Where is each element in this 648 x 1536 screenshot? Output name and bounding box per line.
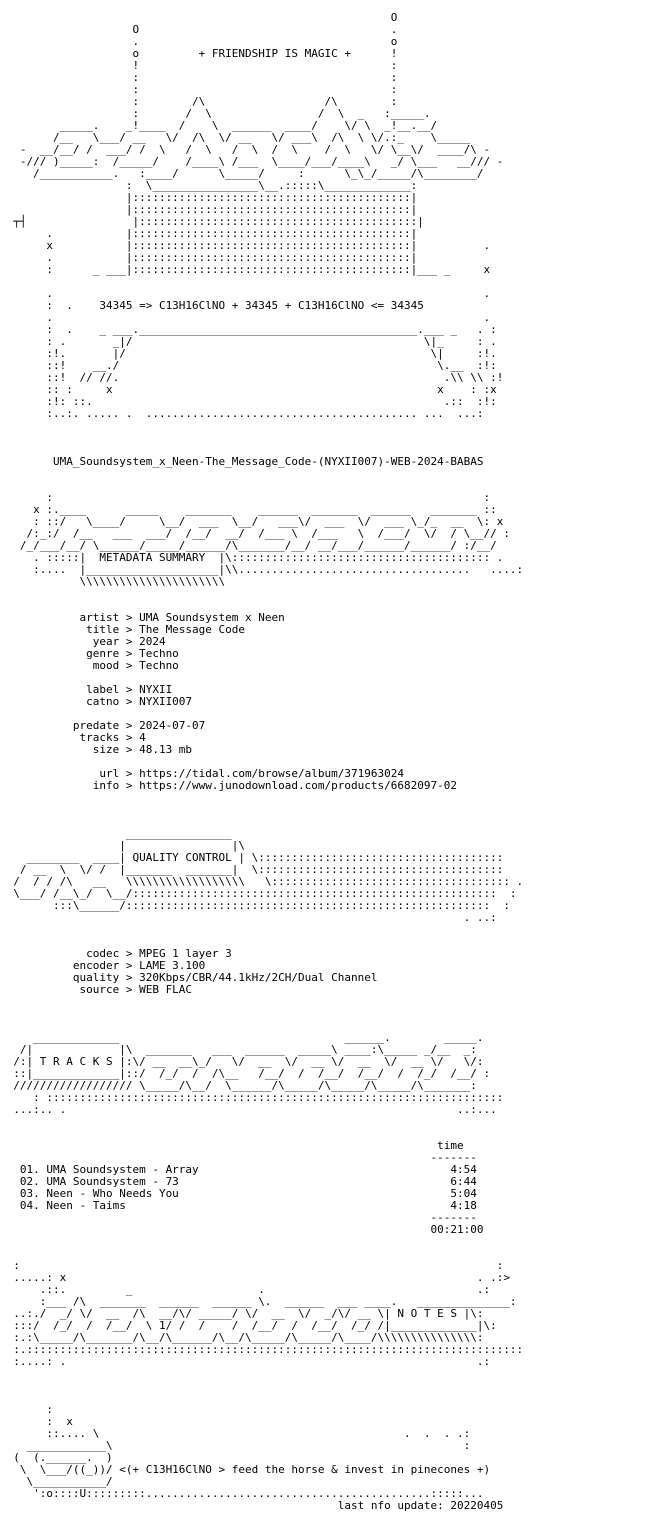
section-banner-line: :::\______/::::::::::::::::::::::::::::::::::::::::::::::::::::::: : bbox=[0, 899, 524, 912]
ascii-art-line: . |::::::::::::::::::::::::::::::::::::::::::| bbox=[0, 227, 517, 240]
section-banner-line: \___/ /__\_/ \__/::::::::::::::::::::::::::::::::::::::::::::::::::::::: : bbox=[0, 887, 530, 900]
ascii-art-line: :!: ::. .:: :!: bbox=[0, 395, 517, 408]
section-banner-line: . ..: bbox=[0, 911, 510, 924]
section-banner-line: .....: x . .:> bbox=[0, 1271, 510, 1284]
footer-art-line: ':o::::U:::::::::...........................................:::::... bbox=[0, 1487, 510, 1500]
footer-art-line: ( (.______. ) bbox=[0, 1451, 517, 1464]
metadata-url: url > https://tidal.com/browse/album/371963024 bbox=[0, 767, 517, 780]
footer-art-line: : x bbox=[0, 1415, 517, 1428]
section-banner-line: / __ \ \/ / |_______ _______| \::::::::::::::::::::::::::::::::::::: bbox=[0, 863, 517, 876]
metadata-title: title > The Message Code bbox=[0, 623, 517, 636]
tracklist-divider: ------- bbox=[0, 1151, 517, 1164]
section-banner-line: :::/ /_/ / /__/ \ 1/ / / / /__/ / /__/ /_/ /|_____________|\: bbox=[0, 1319, 497, 1332]
metadata-year: year > 2024 bbox=[0, 635, 517, 648]
footer-art-line: ____________\ : bbox=[0, 1439, 517, 1452]
section-title-notes: ..:./ _/ \/ __ /\ __/\/ _____/ \/ __ \/ _/\/ __ \| N O T E S |\: bbox=[0, 1307, 484, 1320]
section-banner-line: / / / /\ __ \\\\\\\\\\\\\\\\\\ \:::::::::::::::::::::::::::::::::::: . bbox=[0, 875, 530, 888]
section-banner-line: : : bbox=[0, 1259, 517, 1272]
section-banner-line: ________________ bbox=[0, 827, 517, 840]
ascii-art-line: :..:. ..... . ......................................... ... ...: bbox=[0, 407, 504, 420]
nfo-line: O bbox=[0, 11, 517, 24]
quality-quality: quality > 320Kbps/CBR/44.1kHz/2CH/Dual Channel bbox=[0, 971, 517, 984]
ascii-art-line: : . _ ___.__________________________________________.___ _ . : bbox=[0, 323, 517, 336]
section-banner-line: :.... |____________________|\\................................... ....: bbox=[0, 563, 537, 576]
ascii-art-line: . . bbox=[0, 311, 517, 324]
section-banner-line: _____________ ______. _____. bbox=[0, 1031, 510, 1044]
section-banner-line: x :.____ _____ _______ ______ _______ ______ _______ :: bbox=[0, 503, 517, 516]
section-banner-line: /:_:/ /__ ___ ___/ /__/ __/ /___ \ /___ \ /___/ \/ / \__// : bbox=[0, 527, 517, 540]
section-banner-line: :....: . .: bbox=[0, 1355, 504, 1368]
tracklist-total: 00:21:00 bbox=[0, 1223, 517, 1236]
quality-encoder: encoder > LAME 3.100 bbox=[0, 959, 517, 972]
section-banner-line: \\\\\\\\\\\\\\\\\\\\\\ bbox=[0, 575, 457, 588]
ascii-art-line: : _ ___|::::::::::::::::::::::::::::::::::::::::::|___ _ x bbox=[0, 263, 517, 276]
track-row: 03. Neen - Who Needs You 5:04 bbox=[0, 1187, 517, 1200]
section-banner-line: ...:.. . ..:... bbox=[0, 1103, 517, 1116]
metadata-predate: predate > 2024-07-07 bbox=[0, 719, 517, 732]
section-banner-line: ////////////////// \_____/\__/ \______/\_____/\_____/\_____/\_______: bbox=[0, 1079, 491, 1092]
ascii-logo-line: : /\ /\ : bbox=[0, 95, 517, 108]
footer-message: \ \___/((_))/ <(+ C13H16ClNO > feed the horse & invest in pinecones +) bbox=[0, 1463, 517, 1476]
section-title-quality: ________ ____| QUALITY CONTROL | \::::::::::::::::::::::::::::::::::::: bbox=[0, 851, 517, 864]
footer-art-line: : bbox=[0, 1403, 517, 1416]
nfo-line: : : bbox=[0, 83, 517, 96]
release-name: UMA_Soundsystem_x_Neen-The_Message_Code-(NYXII007)-WEB-2024-BABAS bbox=[0, 455, 517, 468]
section-banner-line: /_/___/__/ \______/_____/______/\_______/__/ __/___/______/______/ :/__/ bbox=[0, 539, 517, 552]
section-banner-line: :.:\_____/\_______/\__/\______/\__/\_____/\_____/\____/\\\\\\\\\\\\\\\: bbox=[0, 1331, 484, 1344]
nfo-line: : : bbox=[0, 71, 517, 84]
nfo-header-tagline: o + FRIENDSHIP IS MAGIC + ! bbox=[0, 47, 517, 60]
section-banner-line: :___ /\ _______ ______ ______ \. ______ ___ ____. ______________: bbox=[0, 1295, 517, 1308]
ascii-art-line: ::! // //. .\\ \\ :! bbox=[0, 371, 524, 384]
section-title-metadata: . :::::| METADATA SUMMARY |\::::::::::::::::::::::::::::::::::::::: . bbox=[0, 551, 517, 564]
footer-art-line: ::.... \ . . . .: bbox=[0, 1427, 524, 1440]
section-banner-line: /| |\ _______ ___ ______ _____\ ____:\_____ _/__ _: bbox=[0, 1043, 504, 1056]
nfo-line: . o bbox=[0, 35, 517, 48]
section-title-tracks: /:| T R A C K S |:\/ __ __\_/ \/ __ \/ __ \/ __ \/ __ \/ \/: bbox=[0, 1055, 510, 1068]
ascii-logo-line: : / \ / \ _ :_____. bbox=[0, 107, 510, 120]
metadata-mood: mood > Techno bbox=[0, 659, 517, 672]
section-banner-line: .::. _ . .: bbox=[0, 1283, 504, 1296]
ascii-art-line: . |::::::::::::::::::::::::::::::::::::::::::| bbox=[0, 251, 517, 264]
ascii-logo-line: /__ \___/ __ \/ /\ \/ __ \/ ___\ /\ \ \/.:_ \_____ bbox=[0, 131, 510, 144]
section-banner-line: : : bbox=[0, 491, 517, 504]
track-row: 01. UMA Soundsystem - Array 4:54 bbox=[0, 1163, 517, 1176]
section-banner-line: ::|_____________|::/ /_/ / /\__ /__/ / /__/ /__/ / /_/ /__/ : bbox=[0, 1067, 497, 1080]
ascii-logo-line: _____. _!____ / \ ______ ____/ \/ \ _!__.__/ bbox=[0, 119, 517, 132]
ascii-art-line: ::! __./ \.__ :!: bbox=[0, 359, 517, 372]
ascii-art-line: |::::::::::::::::::::::::::::::::::::::::::| bbox=[0, 191, 510, 204]
footer-art-line: \___________/ bbox=[0, 1475, 517, 1488]
formula-line: : . 34345 => C13H16ClNO + 34345 + C13H16ClNO <= 34345 bbox=[0, 299, 510, 312]
metadata-tracks: tracks > 4 bbox=[0, 731, 517, 744]
metadata-label: label > NYXII bbox=[0, 683, 517, 696]
ascii-logo-line: /___________. :____/ \_____/ : \_\_/_____/\________/ bbox=[0, 167, 524, 180]
section-banner-line: :.::::::::::::::::::::::::::::::::::::::::::::::::::::::::::::::::::::::::::: bbox=[0, 1343, 524, 1356]
metadata-info: info > https://www.junodownload.com/products/6682097-02 bbox=[0, 779, 517, 792]
ascii-art-line: x |::::::::::::::::::::::::::::::::::::::::::| . bbox=[0, 239, 517, 252]
tracklist-header: time bbox=[0, 1139, 517, 1152]
track-row: 04. Neen - Taims 4:18 bbox=[0, 1199, 517, 1212]
ascii-logo-line: : \________________\__.:::::\_____________: bbox=[0, 179, 510, 192]
last-update: last nfo update: 20220405 bbox=[0, 1499, 517, 1512]
section-banner-line: : ::/ \____/ \__/ ___ \__/ ___\/ ___ \/ ___ \_/_ __ \: x bbox=[0, 515, 517, 528]
quality-codec: codec > MPEG 1 layer 3 bbox=[0, 947, 517, 960]
section-banner-line: : ::::::::::::::::::::::::::::::::::::::::::::::::::::::::::::::::::::: bbox=[0, 1091, 517, 1104]
ascii-art-line: ┬┤ |::::::::::::::::::::::::::::::::::::::::::| bbox=[0, 215, 517, 228]
ascii-logo-line: -/// )_____: /_____/ /____\ /___ \____/___/____\ _/ \___ __/// - bbox=[0, 155, 517, 168]
metadata-artist: artist > UMA Soundsystem x Neen bbox=[0, 611, 517, 624]
track-row: 02. UMA Soundsystem - 73 6:44 bbox=[0, 1175, 517, 1188]
tracklist-divider: ------- bbox=[0, 1211, 517, 1224]
metadata-catno: catno > NYXII007 bbox=[0, 695, 517, 708]
ascii-art-line: . . bbox=[0, 287, 517, 300]
metadata-genre: genre > Techno bbox=[0, 647, 517, 660]
section-banner-line: | |\ bbox=[0, 839, 517, 852]
ascii-art-line: :: : x x : :x bbox=[0, 383, 517, 396]
nfo-line: O . bbox=[0, 23, 517, 36]
nfo-line: ! : bbox=[0, 59, 517, 72]
metadata-size: size > 48.13 mb bbox=[0, 743, 517, 756]
ascii-logo-line: - __/__/ / ___/ / \ / \ / \ / \ / \ \/ \__\/ ____/\ - bbox=[0, 143, 497, 156]
quality-source: source > WEB FLAC bbox=[0, 983, 517, 996]
ascii-art-line: : . _|/ \|_ : . bbox=[0, 335, 517, 348]
ascii-art-line: :!. |/ \| :!. bbox=[0, 347, 517, 360]
ascii-art-line: |::::::::::::::::::::::::::::::::::::::::::| bbox=[0, 203, 510, 216]
